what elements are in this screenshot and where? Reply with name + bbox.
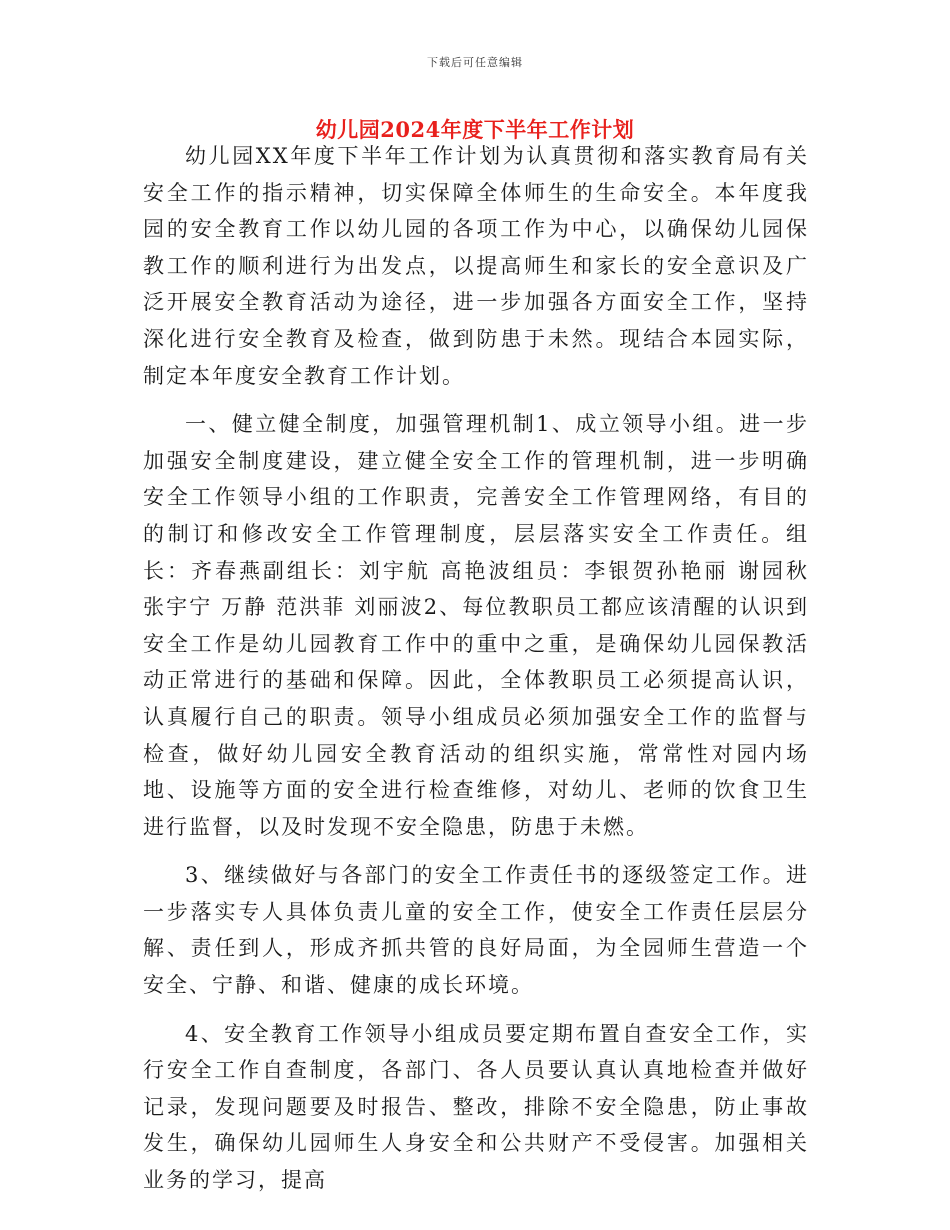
paragraph-item-4: 4、安全教育工作领导小组成员要定期布置自查安全工作，实行安全工作自查制度，各部门、各人员要认真认真地检查并做好记录，发现问题要及时报告、整改，排除不安全隐患，防止事故发生，确保幼儿园师生人身安全和公共财产不受侵害。加强相关业务的学习，提高	[143, 1021, 809, 1193]
paragraph-section-1: 一、健立健全制度，加强管理机制1、成立领导小组。进一步加强安全制度建设，建立健全安全工作的管理机制，进一步明确安全工作领导小组的工作职责，完善安全工作管理网络，有目的的制订和修改安全工作管理制度，层层落实安全工作责任。组 长：齐春燕副组长：刘宇航 高艳波组员：李银贺孙艳丽 谢园秋 张宇宁 万静 范洪菲 刘丽波2、每位教职员工都应该清醒的认识到安全工作是幼儿园教育工作中的重中之重，是确保幼儿园保教活动正常进行的基础和保障。因此，全体教职员工必须提高认识，认真履行自己的职责。领导小组成员必须加强安全工作的监督与检查，做好幼儿园安全教育活动的组织实施，常常性对园内场地、设施等方面的安全进行检查维修，对幼儿、老师的饮食卫生进行监督，以及时发现不安全隐患，防患于未燃。	[143, 412, 809, 839]
document-title: 幼儿园2024年度下半年工作计划	[315, 117, 635, 142]
page-header-note: 下载后可任意编辑	[427, 56, 523, 69]
paragraph-item-3: 3、继续做好与各部门的安全工作责任书的逐级签定工作。进一步落实专人具体负责儿童的安全工作，使安全工作责任层层分解、责任到人，形成齐抓共管的良好局面，为全园师生营造一个安全、宁静、和谐、健康的成长环境。	[143, 863, 809, 998]
paragraph-intro: 幼儿园XX年度下半年工作计划为认真贯彻和落实教育局有关安全工作的指示精神，切实保障全体师生的生命安全。本年度我园的安全教育工作以幼儿园的各项工作为中心，以确保幼儿园保教工作的顺利进行为出发点，以提高师生和家长的安全意识及广泛开展安全教育活动为途径，进一步加强各方面安全工作，坚持深化进行安全教育及检查，做到防患于未然。现结合本园实际，制定本年度安全教育工作计划。	[143, 144, 809, 388]
document-body	[143, 138, 809, 1199]
